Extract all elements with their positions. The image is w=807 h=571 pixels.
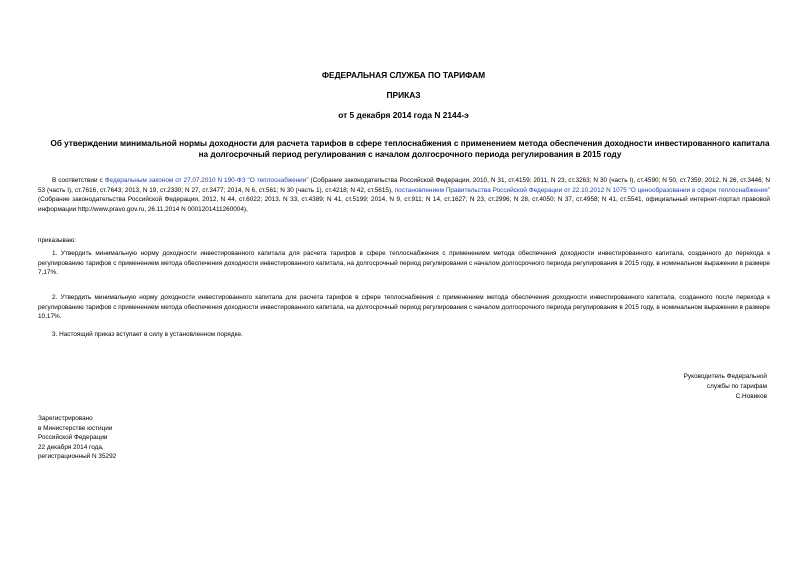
document-type: ПРИКАЗ — [386, 90, 421, 100]
preamble-text-2: (Собрание законодательства Российской Федерации, 2010, N 31, ст.4159; 2011, N 23, ст.3263; N 30 (часть I), ст.4590; N 50, ст.7359; 2012, N 26, ст.3446; N 53 (часть I), ст.7616, ст.7643; 2013, N 19, ст.2330; N 27, ст.3477; 2014, N 6, ст.561; N 30 (часть 1), ст.4218; N 42, ст.5615), — [38, 177, 770, 194]
order-word: приказываю: — [38, 237, 76, 244]
signature-position: Руководитель Федеральной — [683, 373, 767, 380]
preamble-paragraph — [38, 176, 770, 214]
signature-name: С.Новиков — [735, 393, 767, 400]
registration-line: Зарегистрировано — [38, 415, 93, 422]
federal-law-link[interactable]: Федеральным законом от 27.07.2010 N 190-ФЗ "О теплоснабжении" — [104, 177, 309, 184]
signature-block — [567, 372, 767, 402]
issuing-agency: ФЕДЕРАЛЬНАЯ СЛУЖБА ПО ТАРИФАМ — [321, 70, 486, 80]
registration-date: 22 декабря 2014 года, — [38, 443, 104, 451]
registration-line: в Министерстве юстиции — [38, 424, 113, 432]
preamble-text-3: (Собрание законодательства Российской Федерации, 2012, N 44, ст.6022; 2013, N 33, ст.4389; N 41, ст.5199; 2014, N 9, ст.911; N 14, ст.1627; N 23, ст.2996; N 28, ст.4050; N 37, ст.4958; N 41, ст.5541, официальный интернет-портал правовой информации http://www.pravo.gov.ru, 26.11.2014 N 0001201411260004), — [38, 196, 770, 213]
order-item-3: 3. Настоящий приказ вступает в силу в установленном порядке. — [52, 331, 243, 338]
order-item-1: 1. Утвердить минимальную норму доходности инвестированного капитала для расчета тарифов в сфере теплоснабжения с применением метода обеспечения доходности инвестированного капитала, созданного до перехода к регулированию тарифов с применением метода обеспечения доходности инвестированного капитала, на долгосрочный период регулирования с началом долгосрочного периода регулирования в 2015 году, в номинальном выражении в размере 7,17%. — [38, 250, 770, 277]
registration-block — [38, 414, 116, 462]
document-date-number: от 5 декабря 2014 года N 2144-э — [338, 110, 469, 120]
registration-number: регистрационный N 35292 — [38, 453, 117, 461]
registration-line: Российской Федерации — [38, 434, 108, 442]
preamble-text-1: В соответствии с — [52, 177, 105, 184]
order-item-2: 2. Утвердить минимальную норму доходности инвестированного капитала для расчета тарифов в сфере теплоснабжения с применением метода обеспечения доходности инвестированного капитала, созданного после перехода к регулированию тарифов с применением метода обеспечения доходности инвестированного капитала, на долгосрочный период регулирования с началом долгосрочного периода регулирования в 2015 году, в номинальном выражении в размере 10,17%. — [38, 294, 770, 321]
document-title: Об утверждении минимальной нормы доходности для расчета тарифов в сфере теплоснабжения с применением метода обеспечения доходности инвестированного капитала на долгосрочный период регулирования с началом долгосрочного периода регулирования в 2015 году — [50, 139, 770, 159]
government-decree-link[interactable]: постановлением Правительства Российской Федерации от 22.10.2012 N 1075 "О ценообразовании в сфере теплоснабжения" — [394, 186, 770, 194]
signature-department: службы по тарифам — [706, 383, 767, 390]
